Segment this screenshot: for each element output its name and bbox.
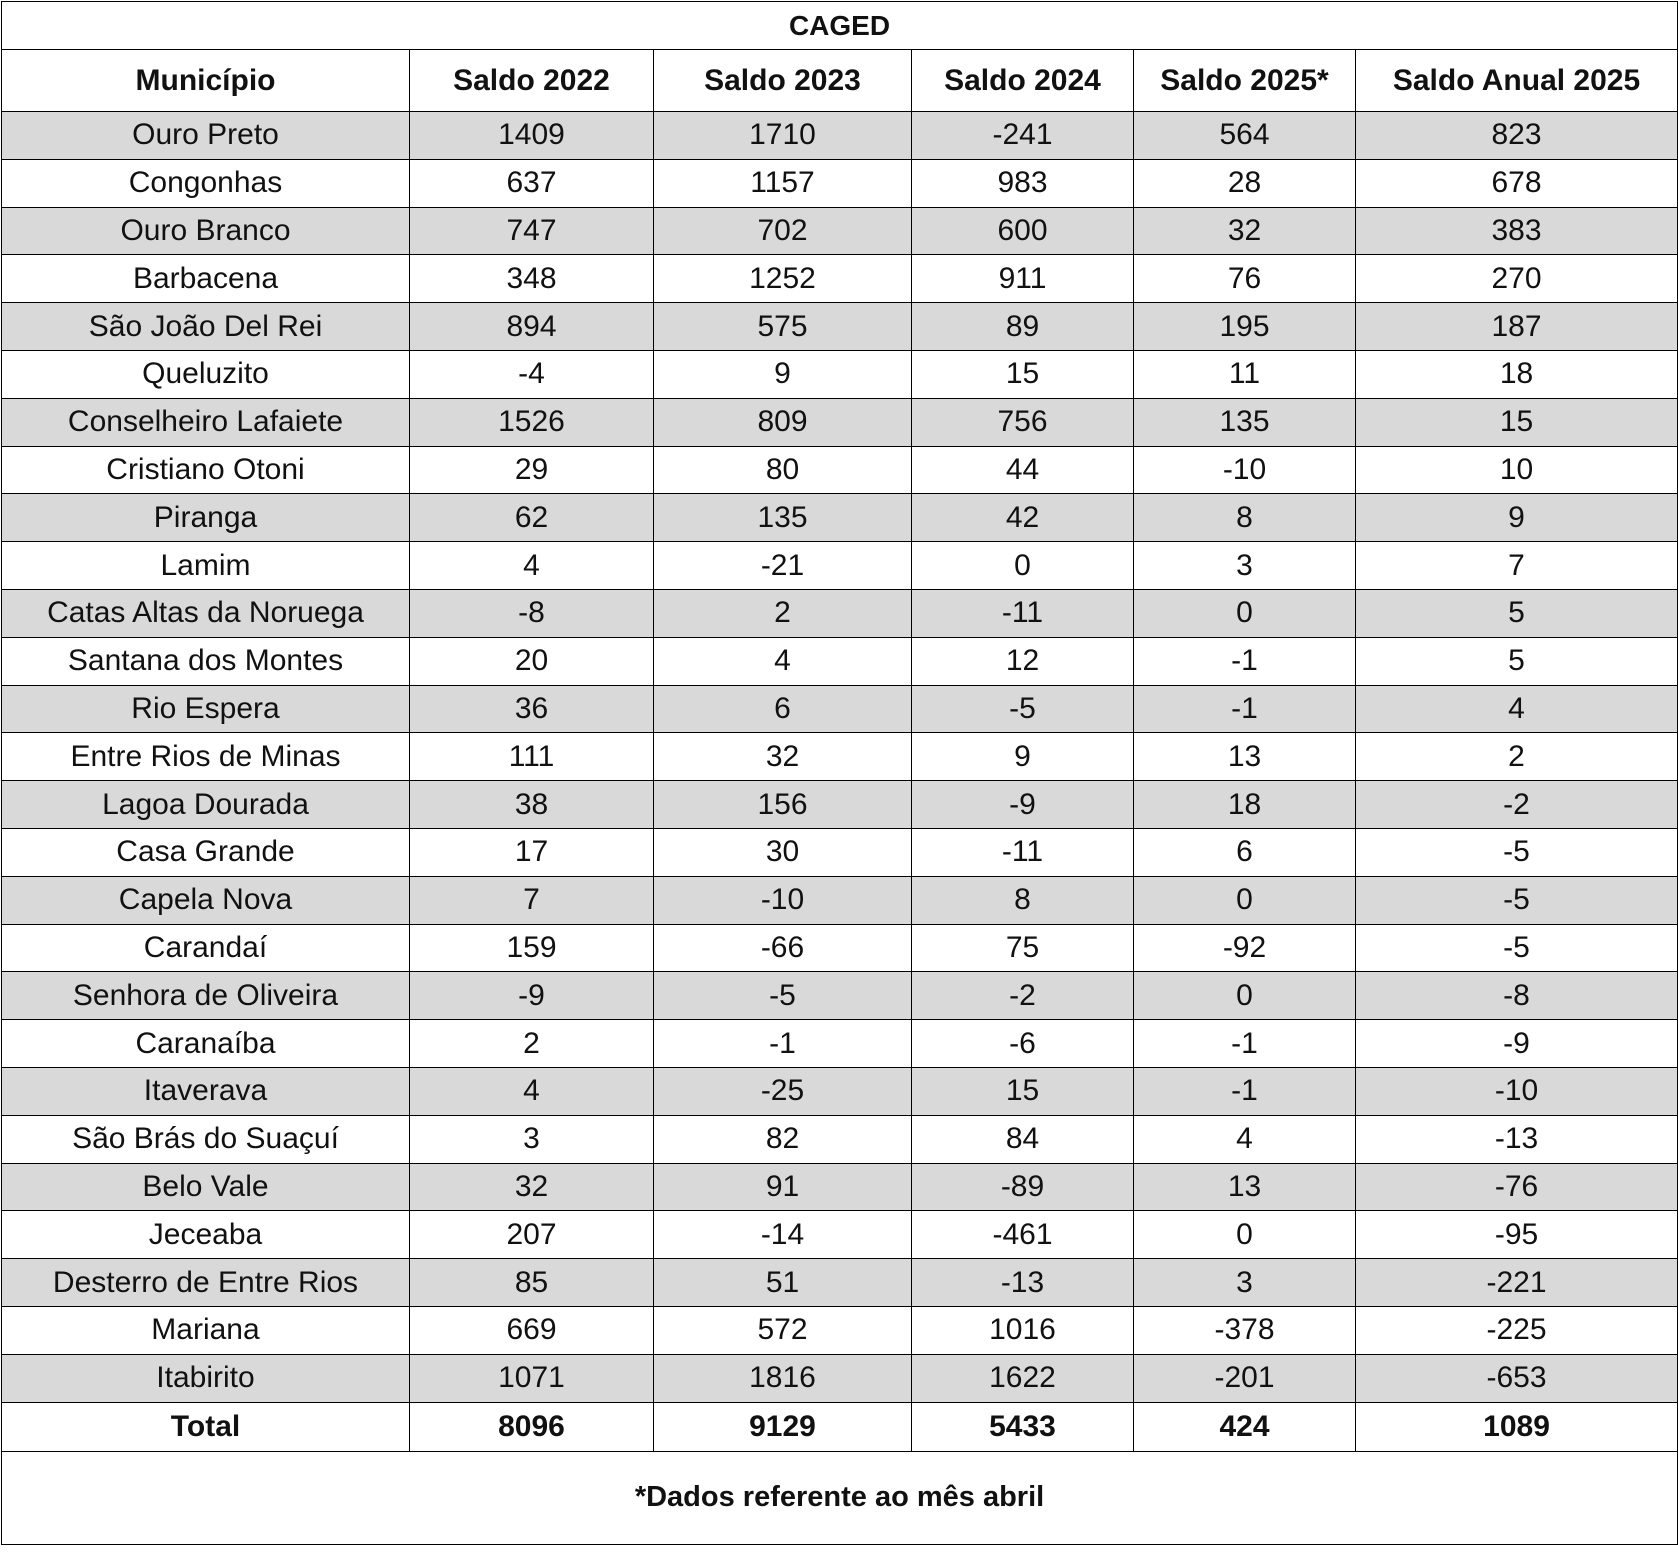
cell-saldo-anual-2025: -225 [1356, 1306, 1678, 1354]
table-row [2, 1020, 1678, 1068]
cell-saldo-2025: -378 [1134, 1306, 1356, 1354]
cell-saldo-2025: -1 [1134, 637, 1356, 685]
cell-municipio: Belo Vale [2, 1163, 410, 1211]
cell-saldo-2024: -89 [912, 1163, 1134, 1211]
total-saldo-2023: 9129 [654, 1402, 912, 1451]
cell-saldo-2022: 669 [410, 1306, 654, 1354]
cell-saldo-2022: 1071 [410, 1354, 654, 1402]
cell-saldo-anual-2025: 823 [1356, 112, 1678, 160]
cell-saldo-2024: -5 [912, 685, 1134, 733]
cell-municipio: Ouro Preto [2, 112, 410, 160]
cell-saldo-2025: 0 [1134, 972, 1356, 1020]
cell-saldo-2023: 1157 [654, 159, 912, 207]
cell-municipio: Entre Rios de Minas [2, 733, 410, 781]
cell-saldo-2022: 17 [410, 828, 654, 876]
cell-saldo-2023: -14 [654, 1211, 912, 1259]
cell-saldo-2023: -21 [654, 542, 912, 590]
cell-saldo-2024: -11 [912, 828, 1134, 876]
cell-saldo-anual-2025: -9 [1356, 1020, 1678, 1068]
cell-saldo-2022: 348 [410, 255, 654, 303]
cell-saldo-anual-2025: 10 [1356, 446, 1678, 494]
cell-saldo-2023: -5 [654, 972, 912, 1020]
cell-saldo-2023: 80 [654, 446, 912, 494]
cell-municipio: Carandaí [2, 924, 410, 972]
cell-saldo-2023: -10 [654, 876, 912, 924]
cell-municipio: Barbacena [2, 255, 410, 303]
cell-saldo-2024: -11 [912, 589, 1134, 637]
cell-saldo-2022: 1526 [410, 398, 654, 446]
title-row [2, 2, 1678, 50]
cell-saldo-2022: 38 [410, 781, 654, 829]
cell-saldo-2023: 156 [654, 781, 912, 829]
cell-saldo-2025: 135 [1134, 398, 1356, 446]
cell-municipio: Caranaíba [2, 1020, 410, 1068]
cell-saldo-2025: -1 [1134, 685, 1356, 733]
cell-saldo-2025: 0 [1134, 1211, 1356, 1259]
cell-saldo-2025: 32 [1134, 207, 1356, 255]
cell-saldo-2025: 76 [1134, 255, 1356, 303]
cell-saldo-anual-2025: 18 [1356, 350, 1678, 398]
cell-saldo-2022: 4 [410, 1067, 654, 1115]
cell-saldo-anual-2025: 5 [1356, 637, 1678, 685]
cell-saldo-2025: 6 [1134, 828, 1356, 876]
cell-saldo-2024: 89 [912, 303, 1134, 351]
cell-saldo-2023: 51 [654, 1259, 912, 1307]
table-row [2, 589, 1678, 637]
cell-saldo-2025: 18 [1134, 781, 1356, 829]
cell-saldo-2025: -1 [1134, 1067, 1356, 1115]
cell-saldo-2023: 82 [654, 1115, 912, 1163]
table-row [2, 781, 1678, 829]
cell-saldo-2025: -10 [1134, 446, 1356, 494]
table-row [2, 828, 1678, 876]
total-saldo-2024: 5433 [912, 1402, 1134, 1451]
cell-saldo-2022: 111 [410, 733, 654, 781]
cell-municipio: Catas Altas da Noruega [2, 589, 410, 637]
header-saldo-2023: Saldo 2023 [654, 50, 912, 112]
header-saldo-2025: Saldo 2025* [1134, 50, 1356, 112]
table-row [2, 1115, 1678, 1163]
cell-saldo-2025: 28 [1134, 159, 1356, 207]
header-municipio: Município [2, 50, 410, 112]
cell-saldo-anual-2025: -95 [1356, 1211, 1678, 1259]
cell-saldo-2022: 637 [410, 159, 654, 207]
cell-saldo-2025: 195 [1134, 303, 1356, 351]
total-saldo-2025: 424 [1134, 1402, 1356, 1451]
cell-saldo-2025: 4 [1134, 1115, 1356, 1163]
cell-municipio: Queluzito [2, 350, 410, 398]
cell-saldo-2024: 911 [912, 255, 1134, 303]
cell-saldo-anual-2025: 4 [1356, 685, 1678, 733]
cell-saldo-2023: 572 [654, 1306, 912, 1354]
cell-saldo-anual-2025: -5 [1356, 924, 1678, 972]
cell-municipio: Lagoa Dourada [2, 781, 410, 829]
cell-saldo-2022: 7 [410, 876, 654, 924]
cell-saldo-anual-2025: -2 [1356, 781, 1678, 829]
cell-saldo-anual-2025: 5 [1356, 589, 1678, 637]
cell-saldo-2025: 13 [1134, 733, 1356, 781]
cell-saldo-2025: 3 [1134, 1259, 1356, 1307]
cell-saldo-2025: 8 [1134, 494, 1356, 542]
cell-saldo-2023: 135 [654, 494, 912, 542]
footnote: *Dados referente ao mês abril [2, 1451, 1678, 1544]
cell-saldo-2025: 11 [1134, 350, 1356, 398]
cell-saldo-2025: 0 [1134, 876, 1356, 924]
cell-saldo-anual-2025: 15 [1356, 398, 1678, 446]
cell-municipio: Cristiano Otoni [2, 446, 410, 494]
table-row [2, 494, 1678, 542]
cell-municipio: São Brás do Suaçuí [2, 1115, 410, 1163]
cell-saldo-anual-2025: -13 [1356, 1115, 1678, 1163]
cell-saldo-2024: 75 [912, 924, 1134, 972]
cell-saldo-2022: 4 [410, 542, 654, 590]
cell-saldo-2023: 9 [654, 350, 912, 398]
table-row [2, 207, 1678, 255]
cell-saldo-anual-2025: -653 [1356, 1354, 1678, 1402]
cell-saldo-2023: -66 [654, 924, 912, 972]
cell-saldo-2022: 36 [410, 685, 654, 733]
cell-saldo-2024: 84 [912, 1115, 1134, 1163]
cell-municipio: Itaverava [2, 1067, 410, 1115]
cell-municipio: Rio Espera [2, 685, 410, 733]
header-row [2, 50, 1678, 112]
total-label: Total [2, 1402, 410, 1451]
cell-municipio: Ouro Branco [2, 207, 410, 255]
cell-municipio: Itabirito [2, 1354, 410, 1402]
cell-saldo-2022: 1409 [410, 112, 654, 160]
table-row [2, 398, 1678, 446]
table-row [2, 685, 1678, 733]
cell-saldo-2023: 1710 [654, 112, 912, 160]
cell-saldo-2023: 702 [654, 207, 912, 255]
cell-saldo-2025: -201 [1134, 1354, 1356, 1402]
total-saldo-2022: 8096 [410, 1402, 654, 1451]
cell-saldo-anual-2025: -8 [1356, 972, 1678, 1020]
cell-saldo-2024: 42 [912, 494, 1134, 542]
cell-saldo-2022: 62 [410, 494, 654, 542]
cell-saldo-2023: -1 [654, 1020, 912, 1068]
table-row [2, 159, 1678, 207]
cell-saldo-anual-2025: 9 [1356, 494, 1678, 542]
total-row [2, 1402, 1678, 1451]
cell-saldo-2025: -92 [1134, 924, 1356, 972]
cell-saldo-anual-2025: 7 [1356, 542, 1678, 590]
cell-saldo-2024: 9 [912, 733, 1134, 781]
table-title: CAGED [2, 2, 1678, 50]
footnote-row [2, 1451, 1678, 1544]
cell-saldo-2024: -9 [912, 781, 1134, 829]
cell-saldo-2023: 6 [654, 685, 912, 733]
cell-saldo-anual-2025: -10 [1356, 1067, 1678, 1115]
cell-saldo-2025: -1 [1134, 1020, 1356, 1068]
cell-saldo-2024: 1622 [912, 1354, 1134, 1402]
cell-saldo-2024: 15 [912, 350, 1134, 398]
cell-saldo-2024: -461 [912, 1211, 1134, 1259]
cell-saldo-2024: 983 [912, 159, 1134, 207]
cell-municipio: Jeceaba [2, 1211, 410, 1259]
cell-saldo-anual-2025: 187 [1356, 303, 1678, 351]
cell-saldo-2024: 44 [912, 446, 1134, 494]
table-row [2, 446, 1678, 494]
cell-municipio: Mariana [2, 1306, 410, 1354]
cell-saldo-2025: 13 [1134, 1163, 1356, 1211]
cell-saldo-2022: 207 [410, 1211, 654, 1259]
table-row [2, 303, 1678, 351]
table-row [2, 1067, 1678, 1115]
cell-saldo-2023: 4 [654, 637, 912, 685]
cell-saldo-anual-2025: 678 [1356, 159, 1678, 207]
cell-saldo-anual-2025: 2 [1356, 733, 1678, 781]
cell-municipio: Casa Grande [2, 828, 410, 876]
total-saldo-anual-2025: 1089 [1356, 1402, 1678, 1451]
table-row [2, 255, 1678, 303]
cell-municipio: Desterro de Entre Rios [2, 1259, 410, 1307]
cell-municipio: Conselheiro Lafaiete [2, 398, 410, 446]
cell-saldo-2024: 8 [912, 876, 1134, 924]
cell-saldo-2023: 30 [654, 828, 912, 876]
header-saldo-anual-2025: Saldo Anual 2025 [1356, 50, 1678, 112]
caged-table [1, 1, 1678, 1545]
cell-saldo-2024: 756 [912, 398, 1134, 446]
table-row [2, 1306, 1678, 1354]
cell-saldo-anual-2025: 383 [1356, 207, 1678, 255]
cell-saldo-2022: -9 [410, 972, 654, 1020]
cell-saldo-2022: 85 [410, 1259, 654, 1307]
cell-municipio: São João Del Rei [2, 303, 410, 351]
cell-saldo-2022: -4 [410, 350, 654, 398]
cell-saldo-2022: 3 [410, 1115, 654, 1163]
cell-saldo-2024: 1016 [912, 1306, 1134, 1354]
cell-saldo-2023: 2 [654, 589, 912, 637]
cell-municipio: Lamim [2, 542, 410, 590]
cell-saldo-2022: -8 [410, 589, 654, 637]
table-row [2, 112, 1678, 160]
cell-municipio: Santana dos Montes [2, 637, 410, 685]
table-row [2, 1163, 1678, 1211]
cell-saldo-2022: 29 [410, 446, 654, 494]
cell-saldo-2023: 32 [654, 733, 912, 781]
cell-saldo-2022: 747 [410, 207, 654, 255]
table-row [2, 637, 1678, 685]
cell-saldo-2024: 15 [912, 1067, 1134, 1115]
cell-saldo-anual-2025: -5 [1356, 876, 1678, 924]
table-row [2, 1211, 1678, 1259]
cell-saldo-2023: 1252 [654, 255, 912, 303]
table-row [2, 1259, 1678, 1307]
header-saldo-2022: Saldo 2022 [410, 50, 654, 112]
cell-saldo-2022: 2 [410, 1020, 654, 1068]
cell-saldo-2024: -13 [912, 1259, 1134, 1307]
table-row [2, 972, 1678, 1020]
header-saldo-2024: Saldo 2024 [912, 50, 1134, 112]
cell-saldo-2023: 91 [654, 1163, 912, 1211]
cell-saldo-2024: -2 [912, 972, 1134, 1020]
table-row [2, 733, 1678, 781]
cell-saldo-anual-2025: -221 [1356, 1259, 1678, 1307]
cell-saldo-2024: 0 [912, 542, 1134, 590]
table-body [2, 112, 1678, 1403]
cell-municipio: Capela Nova [2, 876, 410, 924]
cell-saldo-2022: 32 [410, 1163, 654, 1211]
cell-saldo-2023: 1816 [654, 1354, 912, 1402]
table-row [2, 350, 1678, 398]
cell-saldo-2025: 3 [1134, 542, 1356, 590]
cell-municipio: Piranga [2, 494, 410, 542]
cell-municipio: Congonhas [2, 159, 410, 207]
cell-municipio: Senhora de Oliveira [2, 972, 410, 1020]
cell-saldo-2025: 564 [1134, 112, 1356, 160]
cell-saldo-anual-2025: -76 [1356, 1163, 1678, 1211]
cell-saldo-2024: -6 [912, 1020, 1134, 1068]
cell-saldo-2022: 20 [410, 637, 654, 685]
table-row [2, 542, 1678, 590]
cell-saldo-2024: 12 [912, 637, 1134, 685]
cell-saldo-2023: -25 [654, 1067, 912, 1115]
cell-saldo-2024: 600 [912, 207, 1134, 255]
table-row [2, 1354, 1678, 1402]
cell-saldo-2023: 809 [654, 398, 912, 446]
cell-saldo-2024: -241 [912, 112, 1134, 160]
cell-saldo-2025: 0 [1134, 589, 1356, 637]
cell-saldo-anual-2025: -5 [1356, 828, 1678, 876]
cell-saldo-2023: 575 [654, 303, 912, 351]
table-row [2, 924, 1678, 972]
cell-saldo-anual-2025: 270 [1356, 255, 1678, 303]
cell-saldo-2022: 894 [410, 303, 654, 351]
table-row [2, 876, 1678, 924]
cell-saldo-2022: 159 [410, 924, 654, 972]
